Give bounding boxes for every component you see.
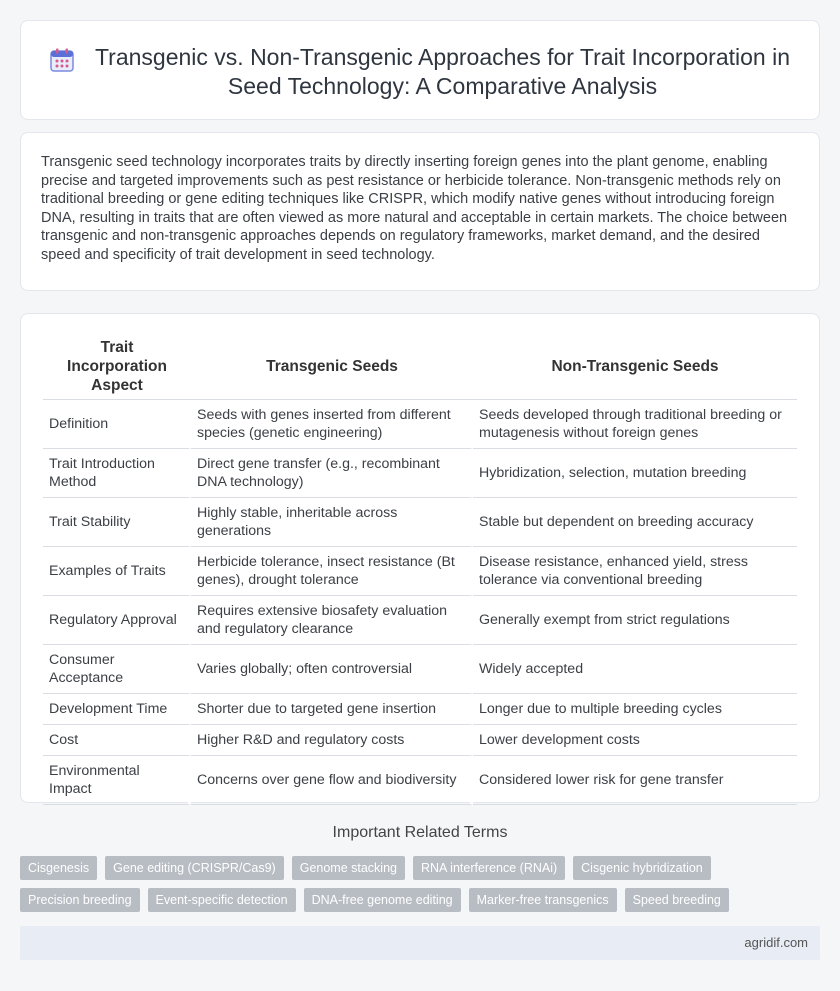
related-term-tag[interactable]: Cisgenesis bbox=[20, 856, 97, 880]
related-term-tag[interactable]: Speed breeding bbox=[625, 888, 729, 912]
row-transgenic: Direct gene transfer (e.g., recombinant DNA technology) bbox=[191, 449, 473, 498]
row-non-transgenic: Generally exempt from strict regulations bbox=[473, 596, 797, 645]
row-aspect: Trait Introduction Method bbox=[43, 449, 191, 498]
row-aspect: Consumer Acceptance bbox=[43, 645, 191, 694]
table-row bbox=[43, 547, 797, 596]
related-term-tag[interactable]: Gene editing (CRISPR/Cas9) bbox=[105, 856, 284, 880]
row-non-transgenic: Widely accepted bbox=[473, 645, 797, 694]
row-transgenic: Concerns over gene flow and biodiversity bbox=[191, 756, 473, 805]
related-term-tag[interactable]: DNA-free genome editing bbox=[304, 888, 461, 912]
table-row bbox=[43, 498, 797, 547]
row-transgenic: Higher R&D and regulatory costs bbox=[191, 725, 473, 756]
footer-site-link[interactable]: agridif.com bbox=[744, 935, 808, 950]
calendar-icon bbox=[49, 47, 75, 73]
row-non-transgenic: Disease resistance, enhanced yield, stress tolerance via conventional breeding bbox=[473, 547, 797, 596]
intro-paragraph: Transgenic seed technology incorporates traits by directly inserting foreign genes into the plant genome, enabling precise and targeted improvements such as pest resistance or herbicide tolerance. Non-transgenic methods rely on traditional breeding or gene editing techniques like CRISPR, which modify native genes without introducing foreign DNA, resulting in traits that are often viewed as more natural and acceptable in certain markets. The choice between transgenic and non-transgenic approaches depends on regulatory frameworks, market demand, and the desired speed and specificity of trait development in seed technology. bbox=[41, 154, 788, 263]
row-aspect: Environmental Impact bbox=[43, 756, 191, 805]
table-row bbox=[43, 449, 797, 498]
row-non-transgenic: Longer due to multiple breeding cycles bbox=[473, 694, 797, 725]
row-transgenic: Shorter due to targeted gene insertion bbox=[191, 694, 473, 725]
table-row bbox=[43, 694, 797, 725]
table-row bbox=[43, 756, 797, 805]
table-row bbox=[43, 400, 797, 449]
row-aspect: Trait Stability bbox=[43, 498, 191, 547]
related-term-tag[interactable]: Event-specific detection bbox=[148, 888, 296, 912]
row-aspect: Development Time bbox=[43, 694, 191, 725]
related-terms-heading: Important Related Terms bbox=[332, 824, 508, 841]
column-header-transgenic: Transgenic Seeds bbox=[191, 334, 473, 400]
row-non-transgenic: Seeds developed through traditional breeding or mutagenesis without foreign genes bbox=[473, 400, 797, 449]
comparison-table bbox=[43, 334, 797, 805]
row-aspect: Cost bbox=[43, 725, 191, 756]
table-header-row bbox=[43, 334, 797, 400]
related-term-tag[interactable]: Cisgenic hybridization bbox=[573, 856, 711, 880]
row-transgenic: Highly stable, inheritable across generations bbox=[191, 498, 473, 547]
row-non-transgenic: Stable but dependent on breeding accuracy bbox=[473, 498, 797, 547]
table-row bbox=[43, 645, 797, 694]
table-row bbox=[43, 725, 797, 756]
related-term-tag[interactable]: RNA interference (RNAi) bbox=[413, 856, 565, 880]
related-terms-list bbox=[20, 856, 820, 912]
row-non-transgenic: Lower development costs bbox=[473, 725, 797, 756]
row-non-transgenic: Considered lower risk for gene transfer bbox=[473, 756, 797, 805]
row-aspect: Examples of Traits bbox=[43, 547, 191, 596]
related-term-tag[interactable]: Genome stacking bbox=[292, 856, 405, 880]
row-transgenic: Varies globally; often controversial bbox=[191, 645, 473, 694]
intro-card bbox=[20, 132, 820, 291]
related-term-tag[interactable]: Marker-free transgenics bbox=[469, 888, 617, 912]
related-term-tag[interactable]: Precision breeding bbox=[20, 888, 140, 912]
row-transgenic: Herbicide tolerance, insect resistance (Bt genes), drought tolerance bbox=[191, 547, 473, 596]
column-header-non-transgenic: Non-Transgenic Seeds bbox=[473, 334, 797, 400]
page-title: Transgenic vs. Non-Transgenic Approaches for Trait Incorporation in Seed Technology: A Comparative Analysis bbox=[94, 44, 791, 99]
row-aspect: Definition bbox=[43, 400, 191, 449]
row-transgenic: Requires extensive biosafety evaluation and regulatory clearance bbox=[191, 596, 473, 645]
row-non-transgenic: Hybridization, selection, mutation breeding bbox=[473, 449, 797, 498]
row-aspect: Regulatory Approval bbox=[43, 596, 191, 645]
table-row bbox=[43, 596, 797, 645]
comparison-table-card bbox=[20, 313, 820, 803]
footer-bar bbox=[20, 926, 820, 960]
column-header-aspect: Trait Incorporation Aspect bbox=[43, 334, 191, 400]
header-card bbox=[20, 20, 820, 120]
row-transgenic: Seeds with genes inserted from different species (genetic engineering) bbox=[191, 400, 473, 449]
